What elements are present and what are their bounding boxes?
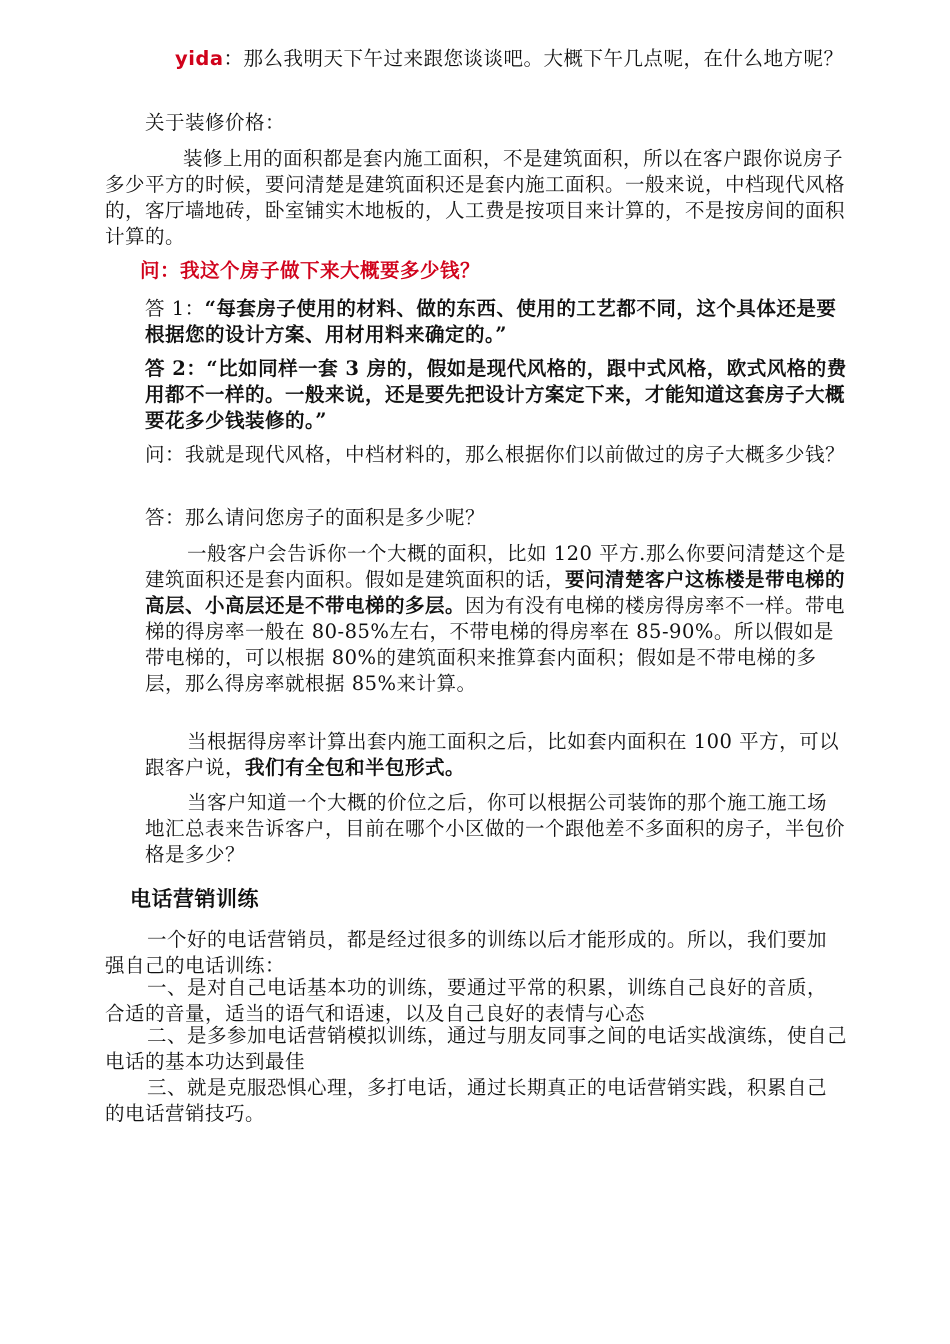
price-heading: 关于装修价格：	[145, 111, 286, 134]
training-item-1: 一、是对自己电话基本功的训练，要通过平常的积累，训练自己良好的音质，合适的音量，适当的语气和语速，以及自己良好的表情与心态	[105, 976, 828, 1025]
training-item-3: 三、就是克服恐惧心理，多打电话，通过长期真正的电话营销实践，积累自己的电话营销技巧。	[105, 1076, 828, 1125]
training-item-2: 二、是多参加电话营销模拟训练，通过与朋友同事之间的电话实战演练，使自己电话的基本功达到最佳	[105, 1024, 848, 1073]
rate-text-2: 因为有没有电梯的楼房得房率不一样。带电梯的得房率一般在 80-85%左右，不带电梯的得房率在 85-90%。所以假如是带电梯的，可以根据 80%的建筑面积来推算套内面积；假如是不带电梯的多层，那么得房率就根据 85%来计算。	[145, 594, 846, 695]
rate-text-1: 一般客户会告诉你一个大概的面积，比如 120 平方.那么你要问清楚这个是建筑面积还是套内面积。假如是建筑面积的话，	[145, 542, 846, 591]
question-1: 问：我这个房子做下来大概要多少钱？	[140, 259, 481, 282]
answer-1-text: “每套房子使用的材料、做的东西、使用的工艺都不同，这个具体还是要根据您的设计方案、用材用料来确定的。”	[145, 297, 837, 346]
answer-1	[145, 296, 845, 348]
speaker-name: yida	[175, 47, 224, 70]
package-paragraph	[145, 729, 850, 781]
training-title: 电话营销训练	[130, 887, 259, 911]
answer-3: 答：那么请问您房子的面积是多少呢？	[145, 506, 486, 529]
package-text: 当根据得房率计算出套内施工面积之后，比如套内面积在 100 平方，可以跟客户说，	[145, 730, 840, 779]
rate-text-bold: 要问清楚客户这栋楼是带电梯的高层、小高层还是不带电梯的多层。	[145, 568, 846, 617]
floor-area-rate-paragraph	[145, 541, 850, 697]
dialog-paragraph	[105, 46, 845, 72]
dialog-line: ：那么我明天下午过来跟您谈谈吧。大概下午几点呢，在什么地方呢？	[223, 47, 844, 70]
answer-2: 答 2：“比如同样一套 3 房的，假如是现代风格的，跟中式风格，欧式风格的费用都不一样的。一般来说，还是要先把设计方案定下来，才能知道这套房子大概要花多少钱装修的。”	[145, 357, 847, 432]
package-text-bold: 我们有全包和半包形式。	[245, 756, 466, 779]
question-2: 问：我就是现代风格，中档材料的，那么根据你们以前做过的房子大概多少钱？	[145, 443, 846, 466]
training-intro: 一个好的电话营销员，都是经过很多的训练以后才能形成的。所以，我们要加强自己的电话训练：	[105, 928, 828, 977]
reference-paragraph: 当客户知道一个大概的价位之后，你可以根据公司装饰的那个施工施工场地汇总表来告诉客户，目前在哪个小区做的一个跟他差不多面积的房子，半包价格是多少？	[145, 791, 846, 866]
answer-1-label: 答 1：	[145, 297, 205, 320]
area-note: 装修上用的面积都是套内施工面积，不是建筑面积，所以在客户跟你说房子多少平方的时候，要问清楚是建筑面积还是套内施工面积。一般来说，中档现代风格的，客厅墙地砖，卧室铺实木地板的，人工费是按项目来计算的，不是按房间的面积计算的。	[105, 147, 846, 248]
